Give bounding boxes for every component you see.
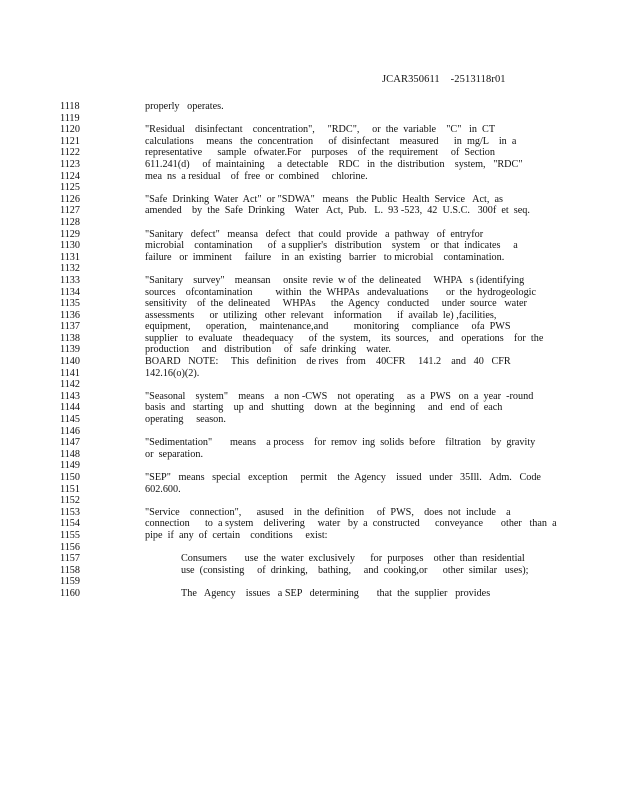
text-line [0, 252, 618, 264]
line-number: 1131 [60, 251, 80, 263]
text-line [0, 136, 618, 148]
line-text: supplier to evaluate theadequacy of the system, its sources, and operations for the [145, 332, 544, 344]
line-text: production and distribution of safe drinking water. [145, 344, 391, 356]
line-text: operating season. [145, 414, 226, 426]
text-line [0, 588, 618, 600]
text-line [0, 101, 618, 113]
text-line [0, 124, 618, 136]
line-number: 1121 [60, 135, 80, 147]
line-text: amended by the Safe Drinking Water Act, Pub. L. 93 -523, 42 U.S.C. 300f et seq. [145, 205, 530, 217]
text-line [0, 553, 618, 565]
line-text: "Residual disinfectant concentration", "RDC", or the variable "C" in CT [145, 124, 496, 136]
line-number: 1154 [60, 518, 80, 530]
text-line [0, 275, 618, 287]
line-text: 611.241(d) of maintaining a detectable RDC in the distribution system, "RDC" [145, 158, 523, 170]
line-number: 1130 [60, 240, 80, 252]
line-number: 1124 [60, 170, 80, 182]
line-number: 1133 [60, 274, 80, 286]
line-number: 1156 [60, 541, 80, 553]
line-number: 1141 [60, 367, 80, 379]
line-text: 602.600. [145, 483, 181, 495]
line-number: 1120 [60, 124, 80, 136]
line-number: 1150 [60, 472, 80, 483]
text-line [0, 507, 618, 519]
line-text: mea ns a residual of free or combined chlorine. [145, 170, 368, 182]
line-number: 1134 [60, 286, 80, 298]
line-number: 1159 [60, 576, 80, 588]
line-text: use (consisting of drinking, bathing, and cooking,or other similar uses); [181, 564, 529, 576]
text-line [0, 356, 618, 368]
text-line [0, 159, 618, 171]
line-text: properly operates. [145, 101, 224, 112]
line-number: 1128 [60, 216, 80, 228]
text-line [0, 310, 618, 322]
text-line [0, 402, 618, 414]
line-number: 1145 [60, 414, 80, 426]
line-number: 1132 [60, 263, 80, 275]
text-line [0, 263, 618, 275]
text-line [0, 472, 618, 484]
text-line [0, 460, 618, 472]
text-line [0, 437, 618, 449]
line-number: 1127 [60, 205, 80, 217]
text-line [0, 217, 618, 229]
text-line [0, 194, 618, 206]
line-number: 1119 [60, 112, 80, 124]
text-line [0, 518, 618, 530]
text-line [0, 379, 618, 391]
line-text: equipment, operation, maintenance,and monitoring compliance ofa PWS [145, 321, 511, 333]
text-line [0, 495, 618, 507]
text-line [0, 205, 618, 217]
line-text: 142.16(o)(2). [145, 367, 200, 379]
line-text: sources ofcontamination within the WHPAs andevaluations or the hydrogeologic [145, 286, 537, 298]
line-text: "SEP" means special exception permit the Agency issued under 35Ill. Adm. Code [145, 472, 541, 483]
line-number: 1142 [60, 379, 80, 391]
line-text: pipe if any of certain conditions exist: [145, 529, 328, 541]
line-number: 1135 [60, 298, 80, 310]
line-text: BOARD NOTE: This definition de rives from 40CFR 141.2 and 40 CFR [145, 356, 511, 368]
text-line [0, 426, 618, 438]
line-number: 1148 [60, 448, 80, 460]
line-number: 1136 [60, 309, 80, 321]
text-line [0, 298, 618, 310]
line-text: "Service connection", asused in the definition of PWS, does not include a [145, 506, 511, 518]
text-line [0, 542, 618, 554]
line-number: 1160 [60, 587, 80, 599]
line-number: 1151 [60, 483, 80, 495]
text-line [0, 576, 618, 588]
line-number: 1152 [60, 495, 80, 507]
line-text: "Sanitary defect" meansa defect that could provide a pathway of entryfor [145, 228, 484, 240]
line-number: 1118 [60, 101, 80, 112]
line-text: "Sedimentation" means a process for remov ing solids before filtration by gravity [145, 437, 536, 449]
line-number: 1129 [60, 228, 80, 240]
line-text: "Seasonal system" means a non -CWS not operating as a PWS on a year -round [145, 390, 534, 402]
line-number: 1157 [60, 553, 80, 565]
line-text: failure or imminent failure in an existing barrier to microbial contamination. [145, 251, 505, 263]
line-text: "Sanitary survey" meansan onsite revie w of the delineated WHPA s (identifying [145, 274, 525, 286]
line-number: 1126 [60, 193, 80, 205]
text-line [0, 530, 618, 542]
line-number: 1139 [60, 344, 80, 356]
line-number: 1138 [60, 332, 80, 344]
text-line [0, 391, 618, 403]
text-line [0, 229, 618, 241]
line-text: or separation. [145, 448, 203, 460]
text-line [0, 565, 618, 577]
text-line [0, 147, 618, 159]
text-line [0, 171, 618, 183]
text-line [0, 484, 618, 496]
line-number: 1140 [60, 356, 80, 368]
line-text: "Safe Drinking Water Act" or "SDWA" means the Public Health Service Act, as [145, 193, 503, 205]
line-number: 1122 [60, 147, 80, 159]
line-text: calculations means the concentration of disinfectant measured in mg/L in a [145, 135, 517, 147]
line-number: 1144 [60, 402, 80, 414]
line-number: 1146 [60, 425, 80, 437]
text-line [0, 333, 618, 345]
line-number: 1149 [60, 460, 80, 472]
line-text: Consumers use the water exclusively for purposes other than residential [181, 553, 525, 565]
text-line [0, 368, 618, 380]
line-text: basis and starting up and shutting down at the beginning and end of each [145, 402, 503, 414]
line-text: representative sample ofwater.For purposes of the requirement of Section [145, 147, 495, 159]
line-number: 1155 [60, 529, 80, 541]
line-number: 1125 [60, 182, 80, 194]
line-number: 1153 [60, 506, 80, 518]
line-number: 1158 [60, 564, 80, 576]
line-number: 1123 [60, 158, 80, 170]
line-text: assessments or utilizing other relevant information if availab le) ,facilities, [145, 309, 497, 321]
text-line [0, 113, 618, 125]
text-line [0, 182, 618, 194]
text-line [0, 414, 618, 426]
line-text: connection to a system delivering water by a constructed conveyance other than a [145, 518, 557, 530]
text-line [0, 344, 618, 356]
text-line [0, 287, 618, 299]
text-line [0, 449, 618, 461]
line-number: 1137 [60, 321, 80, 333]
line-number: 1147 [60, 437, 80, 449]
line-text: The Agency issues a SEP determining that the supplier provides [181, 587, 491, 599]
document-id-header: JCAR350611 -2513118r01 [382, 74, 506, 85]
line-numbered-body [0, 101, 618, 600]
line-text: sensitivity of the delineated WHPAs the Agency conducted under source water [145, 298, 527, 310]
text-line [0, 240, 618, 252]
line-text: microbial contamination of a supplier's distribution system or that indicates a [145, 240, 518, 252]
text-line [0, 321, 618, 333]
line-number: 1143 [60, 390, 80, 402]
